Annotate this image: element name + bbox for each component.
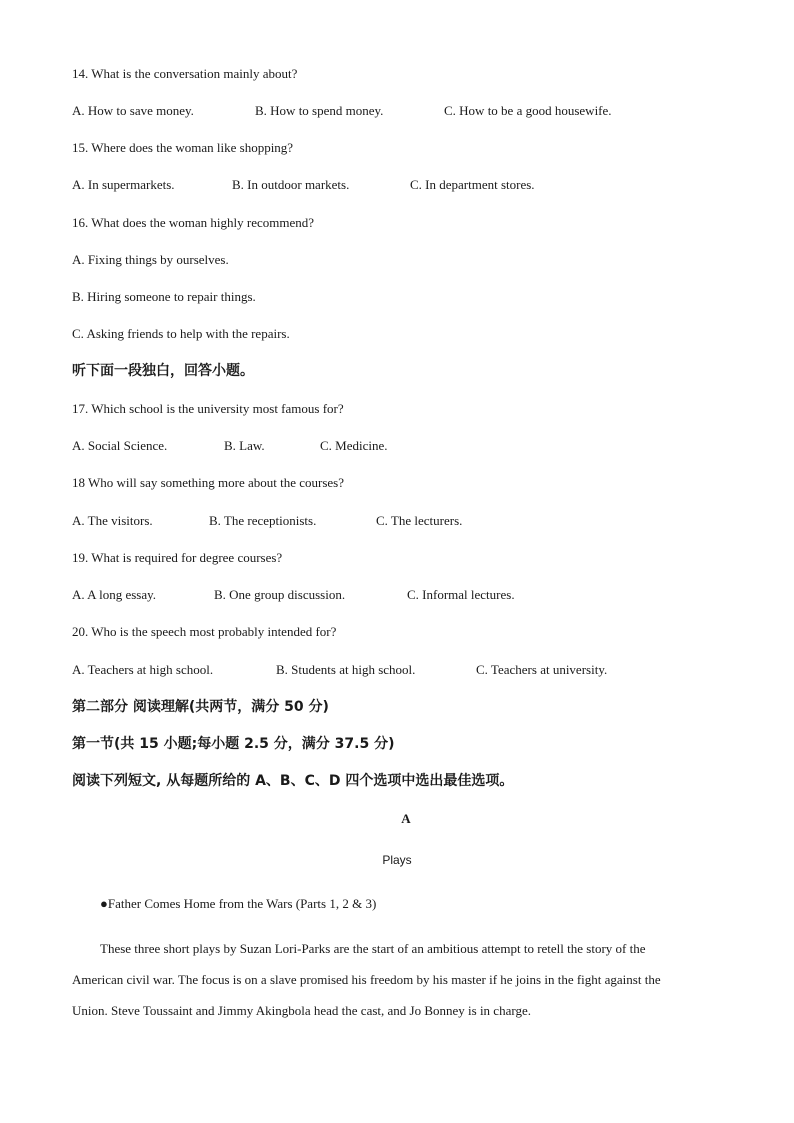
question-15: 15. Where does the woman like shopping? bbox=[72, 140, 294, 155]
question-17: 17. Which school is the university most famous for? bbox=[72, 401, 344, 416]
q20-option-a: A. Teachers at high school. bbox=[72, 662, 214, 677]
q16-option-b: B. Hiring someone to repair things. bbox=[72, 289, 256, 304]
section1-heading: 第一节(共 15 小题;每小题 2.5 分，满分 37.5 分) bbox=[72, 736, 395, 752]
q15-option-c: C. In department stores. bbox=[410, 177, 535, 192]
part2-heading: 第二部分 阅读理解(共两节，满分 50 分) bbox=[72, 699, 329, 715]
q18-option-b: B. The receptionists. bbox=[209, 513, 317, 528]
q17-option-b: B. Law. bbox=[224, 438, 265, 453]
q17-option-a: A. Social Science. bbox=[72, 438, 168, 453]
play-title: ●Father Comes Home from the Wars (Parts 1, 2 & 3) bbox=[100, 896, 377, 911]
question-20: 20. Who is the speech most probably intended for? bbox=[72, 624, 337, 639]
paragraph-line-1: These three short plays by Suzan Lori-Parks are the start of an ambitious attempt to retell the story of the bbox=[100, 941, 646, 956]
q15-option-a: A. In supermarkets. bbox=[72, 177, 175, 192]
q18-option-a: A. The visitors. bbox=[72, 513, 153, 528]
question-18: 18 Who will say something more about the courses? bbox=[72, 475, 344, 490]
q19-option-a: A. A long essay. bbox=[72, 587, 157, 602]
passage-title: Plays bbox=[382, 853, 412, 867]
q18-option-c: C. The lecturers. bbox=[376, 513, 463, 528]
passage-label: A bbox=[401, 811, 411, 826]
q14-option-b: B. How to spend money. bbox=[255, 103, 384, 118]
q15-option-b: B. In outdoor markets. bbox=[232, 177, 350, 192]
q20-option-c: C. Teachers at university. bbox=[476, 662, 608, 677]
question-16: 16. What does the woman highly recommend? bbox=[72, 215, 315, 230]
q17-option-c: C. Medicine. bbox=[320, 438, 388, 453]
paragraph-line-3: Union. Steve Toussaint and Jimmy Akingbola head the cast, and Jo Bonney is in charge. bbox=[72, 1003, 531, 1018]
q16-option-a: A. Fixing things by ourselves. bbox=[72, 252, 229, 267]
question-14: 14. What is the conversation mainly about? bbox=[72, 66, 298, 81]
question-19: 19. What is required for degree courses? bbox=[72, 550, 283, 565]
q14-option-a: A. How to save money. bbox=[72, 103, 194, 118]
q19-option-b: B. One group discussion. bbox=[214, 587, 346, 602]
q16-option-c: C. Asking friends to help with the repairs. bbox=[72, 326, 290, 341]
q19-option-c: C. Informal lectures. bbox=[407, 587, 515, 602]
paragraph-line-2: American civil war. The focus is on a slave promised his freedom by his master if he joins in the fight against the bbox=[72, 972, 661, 987]
reading-instruction: 阅读下列短文, 从每题所给的 A、B、C、D 四个选项中选出最佳选项。 bbox=[72, 773, 514, 789]
q14-option-c: C. How to be a good housewife. bbox=[444, 103, 612, 118]
monologue-heading: 听下面一段独白，回答小题。 bbox=[72, 363, 254, 379]
q20-option-b: B. Students at high school. bbox=[276, 662, 416, 677]
